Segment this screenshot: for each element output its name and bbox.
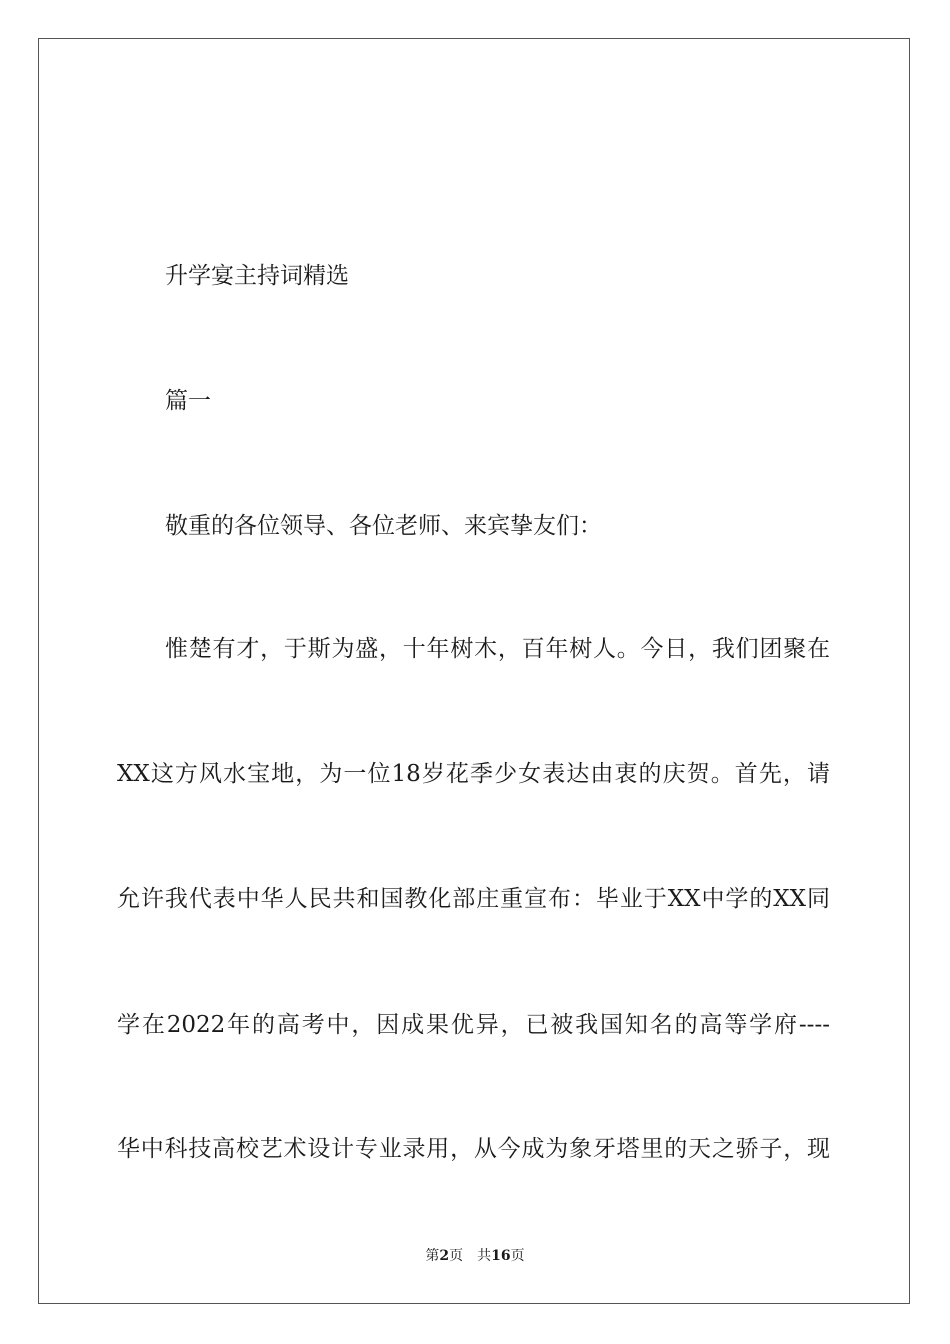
- salutation: 敬重的各位领导、各位老师、来宾挚友们：: [165, 513, 602, 539]
- footer-page-prefix: 第: [425, 1248, 440, 1264]
- page-footer: [0, 1246, 950, 1266]
- footer-total-suffix: 页: [510, 1248, 525, 1264]
- body-line-1: 惟楚有才，于斯为盛，十年树木，百年树人。今日，我们团聚在: [165, 636, 830, 662]
- footer-total-pages: 16: [491, 1248, 511, 1264]
- footer-total-prefix: 共: [477, 1248, 492, 1264]
- body-line-2: XX这方风水宝地，为一位18岁花季少女表达由衷的庆贺。首先，请: [117, 761, 830, 787]
- page-border: [38, 38, 910, 1304]
- section-heading: 篇一: [165, 388, 211, 414]
- footer-page-suffix: 页: [449, 1248, 464, 1264]
- document-title: 升学宴主持词精选: [165, 263, 349, 289]
- body-line-5: 华中科技高校艺术设计专业录用，从今成为象牙塔里的天之骄子，现: [117, 1136, 830, 1162]
- body-line-3: 允许我代表中华人民共和国教化部庄重宣布：毕业于XX中学的XX同: [117, 886, 830, 912]
- body-line-4: 学在2022年的高考中，因成果优异，已被我国知名的高等学府----: [117, 1012, 830, 1038]
- footer-page-number: 2: [439, 1248, 450, 1264]
